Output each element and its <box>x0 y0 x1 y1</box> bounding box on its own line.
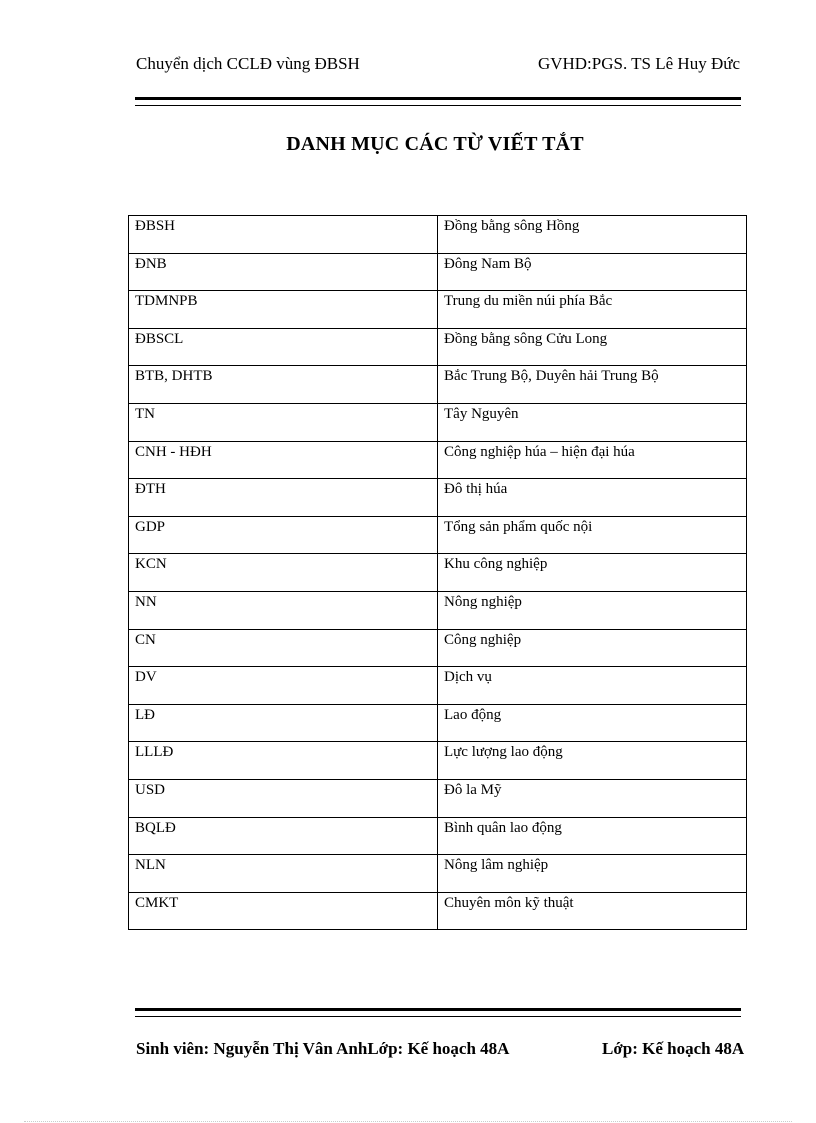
meaning-cell: Bắc Trung Bộ, Duyên hải Trung Bộ <box>438 366 747 404</box>
table-row <box>129 253 747 291</box>
abbreviation-cell: TDMNPB <box>129 291 438 329</box>
meaning-cell: Nông lâm nghiệp <box>438 855 747 893</box>
abbreviation-cell: TN <box>129 403 438 441</box>
table-row <box>129 704 747 742</box>
meaning-cell: Đồng bằng sông Hồng <box>438 216 747 254</box>
header-supervisor: GVHD:PGS. TS Lê Huy Đức <box>537 54 740 73</box>
abbreviation-cell: LLLĐ <box>129 742 438 780</box>
footer-student: Sinh viên: Nguyễn Thị Vân AnhLớp: Kế hoạch 48A <box>136 1039 510 1058</box>
abbreviation-cell: DV <box>129 667 438 705</box>
meaning-cell: Trung du miền núi phía Bắc <box>438 291 747 329</box>
meaning-cell: Đô la Mỹ <box>438 779 747 817</box>
meaning-cell: Đồng bằng sông Cửu Long <box>438 328 747 366</box>
abbreviation-cell: NLN <box>129 855 438 893</box>
abbreviation-cell: NN <box>129 591 438 629</box>
table-row <box>129 554 747 592</box>
abbreviation-cell: GDP <box>129 516 438 554</box>
abbreviation-cell: KCN <box>129 554 438 592</box>
abbreviation-cell: USD <box>129 779 438 817</box>
abbreviation-cell: LĐ <box>129 704 438 742</box>
meaning-cell: Khu công nghiệp <box>438 554 747 592</box>
header-title: Chuyển dịch CCLĐ vùng ĐBSH <box>136 54 360 73</box>
abbreviation-cell: CMKT <box>129 892 438 930</box>
footer-class: Lớp: Kế hoạch 48A <box>602 1039 745 1058</box>
table-row <box>129 779 747 817</box>
meaning-cell: Công nghiệp húa – hiện đại húa <box>438 441 747 479</box>
abbreviation-cell: ĐBSH <box>129 216 438 254</box>
footer-divider <box>135 1008 741 1017</box>
table-row <box>129 328 747 366</box>
meaning-cell: Công nghiệp <box>438 629 747 667</box>
table-row <box>129 479 747 517</box>
abbreviation-cell: ĐBSCL <box>129 328 438 366</box>
table-row <box>129 216 747 254</box>
table-row <box>129 516 747 554</box>
meaning-cell: Nông nghiệp <box>438 591 747 629</box>
table-row <box>129 403 747 441</box>
table-row <box>129 366 747 404</box>
abbreviation-cell: ĐTH <box>129 479 438 517</box>
table-row <box>129 629 747 667</box>
table-row <box>129 817 747 855</box>
table-row <box>129 591 747 629</box>
abbreviation-cell: BTB, DHTB <box>129 366 438 404</box>
meaning-cell: Tây Nguyên <box>438 403 747 441</box>
meaning-cell: Tổng sản phẩm quốc nội <box>438 516 747 554</box>
table-row <box>129 667 747 705</box>
page-title: DANH MỤC CÁC TỪ VIẾT TẮT <box>286 133 584 155</box>
meaning-cell: Bình quân lao động <box>438 817 747 855</box>
abbreviation-cell: CN <box>129 629 438 667</box>
table-row <box>129 441 747 479</box>
table-row <box>129 291 747 329</box>
abbreviation-cell: ĐNB <box>129 253 438 291</box>
abbreviation-cell: BQLĐ <box>129 817 438 855</box>
table-row <box>129 742 747 780</box>
meaning-cell: Đông Nam Bộ <box>438 253 747 291</box>
meaning-cell: Lao động <box>438 704 747 742</box>
meaning-cell: Đô thị húa <box>438 479 747 517</box>
table-row <box>129 855 747 893</box>
header-divider <box>135 97 741 106</box>
meaning-cell: Chuyên môn kỹ thuật <box>438 892 747 930</box>
meaning-cell: Lực lượng lao động <box>438 742 747 780</box>
meaning-cell: Dịch vụ <box>438 667 747 705</box>
abbreviation-table <box>128 215 747 930</box>
table-row <box>129 892 747 930</box>
page-bottom-edge <box>24 1121 792 1122</box>
page-header <box>136 54 740 78</box>
abbreviation-cell: CNH - HĐH <box>129 441 438 479</box>
